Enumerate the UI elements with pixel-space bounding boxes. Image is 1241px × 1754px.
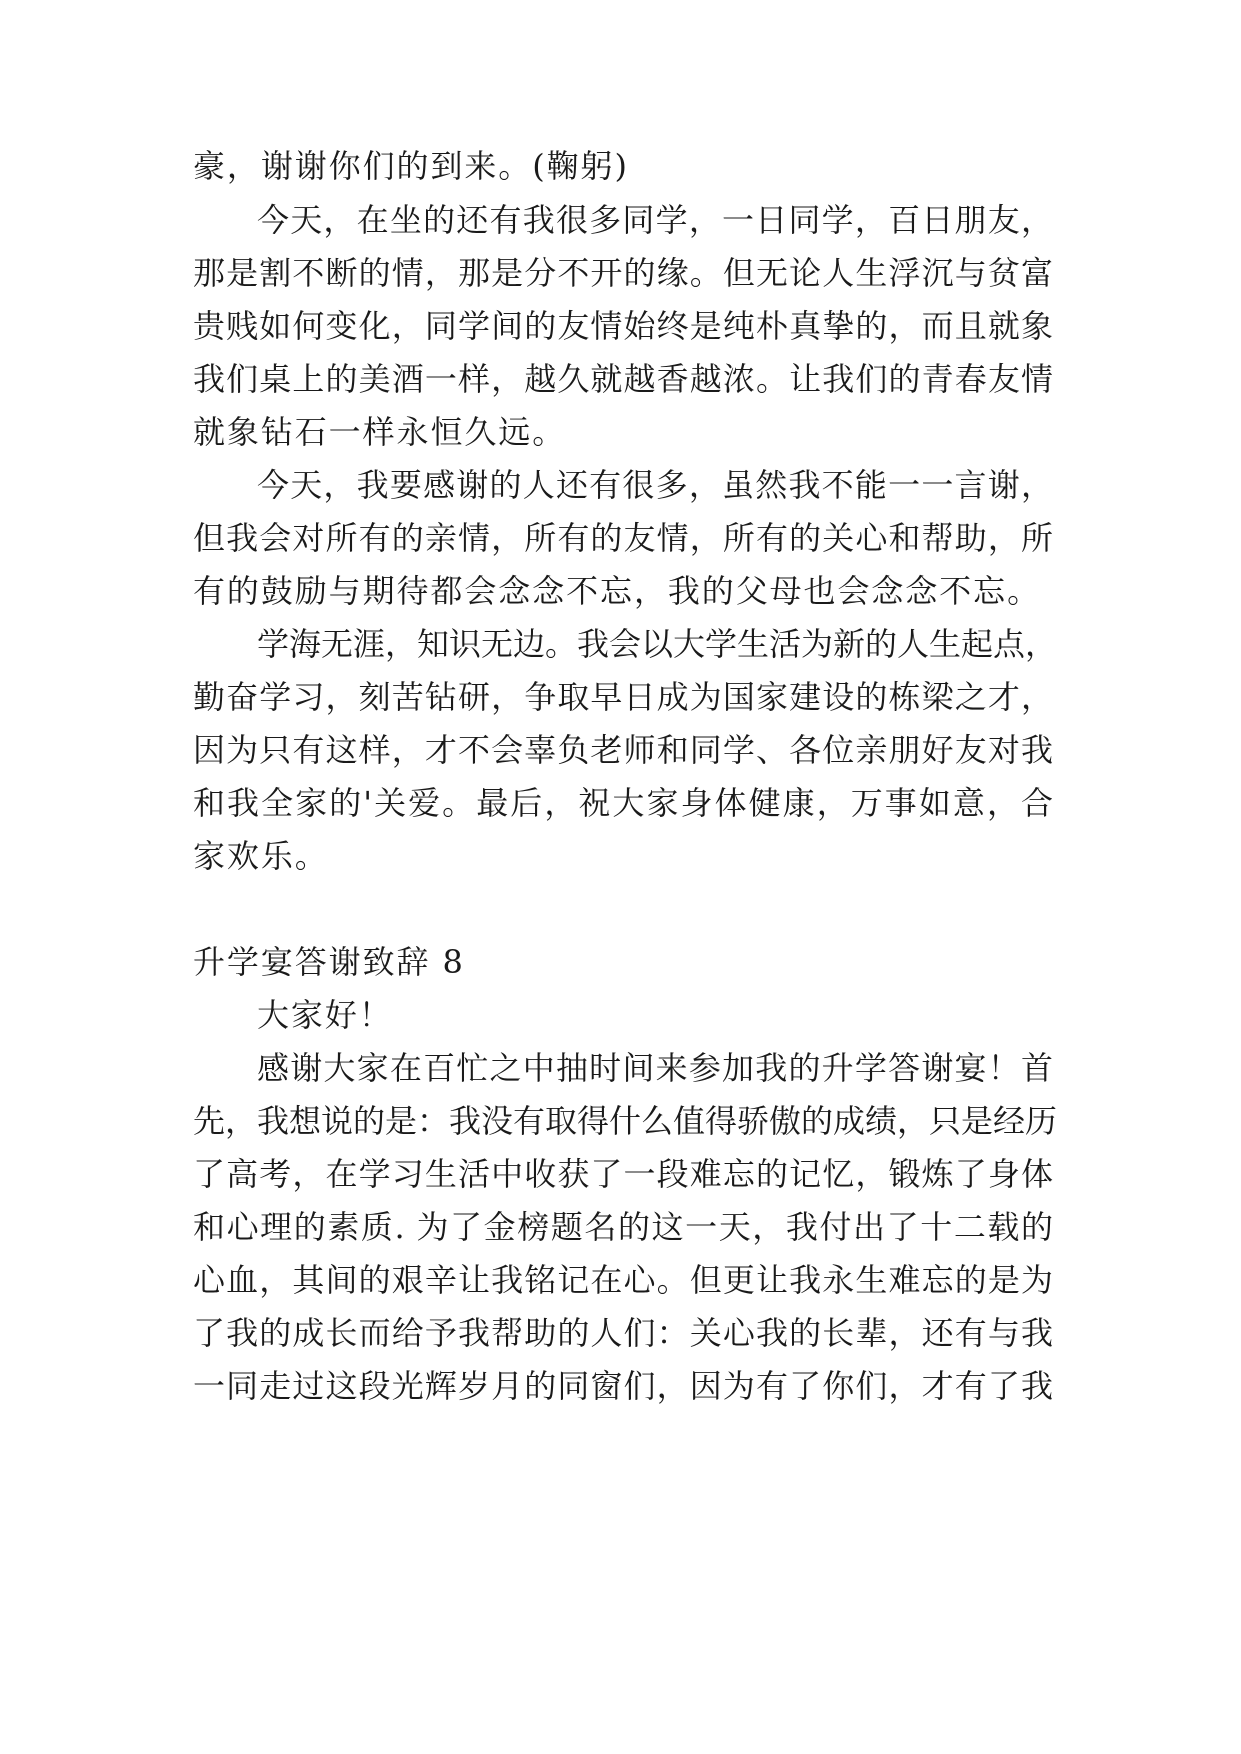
- text-line: 家欢乐。: [193, 837, 329, 875]
- text-line: 就象钻石一样永恒久远。: [193, 413, 567, 451]
- text-line: 勤奋学习，刻苦钻研，争取早日成为国家建设的栋梁之才，: [193, 678, 1053, 716]
- text-line: 因为只有这样，才不会辜负老师和同学、各位亲朋好友对我: [193, 731, 1053, 769]
- text-line: 和心理的素质. 为了金榜题名的这一天，我付出了十二载的: [193, 1208, 1053, 1246]
- paragraph-start: 今天，在坐的还有我很多同学，一日同学，百日朋友，: [257, 201, 1053, 239]
- text-line: 心血，其间的艰辛让我铭记在心。但更让我永生难忘的是为: [193, 1261, 1053, 1299]
- text-line: 那是割不断的情，那是分不开的缘。但无论人生浮沉与贫富: [193, 254, 1053, 292]
- paragraph-start: 今天，我要感谢的人还有很多，虽然我不能一一言谢，: [257, 466, 1053, 504]
- text-line: 了我的成长而给予我帮助的人们：关心我的长辈，还有与我: [193, 1314, 1053, 1352]
- text-line: 贵贱如何变化，同学间的友情始终是纯朴真挚的，而且就象: [193, 307, 1053, 345]
- text-line: 先，我想说的是：我没有取得什么值得骄傲的成绩，只是经历: [193, 1102, 1058, 1140]
- text-line: 但我会对所有的亲情，所有的友情，所有的关心和帮助，所: [193, 519, 1053, 557]
- text-line: 豪，谢谢你们的到来。(鞠躬): [193, 147, 629, 185]
- paragraph-start: 学海无涯，知识无边。我会以大学生活为新的人生起点，: [257, 625, 1058, 663]
- text-line: 了高考，在学习生活中收获了一段难忘的记忆，锻炼了身体: [193, 1155, 1053, 1193]
- text-line: 有的鼓励与期待都会念念不忘，我的父母也会念念不忘。: [193, 572, 1042, 610]
- text-line: 和我全家的'关爱。最后，祝大家身体健康，万事如意，合: [193, 784, 1053, 822]
- text-line: 我们桌上的美酒一样，越久就越香越浓。让我们的青春友情: [193, 360, 1053, 398]
- paragraph-start: 感谢大家在百忙之中抽时间来参加我的升学答谢宴！首: [257, 1049, 1053, 1087]
- text-line: 一同走过这段光辉岁月的同窗们，因为有了你们，才有了我: [193, 1367, 1053, 1405]
- section-title: 升学宴答谢致辞 8: [193, 943, 465, 981]
- greeting: 大家好！: [257, 996, 393, 1034]
